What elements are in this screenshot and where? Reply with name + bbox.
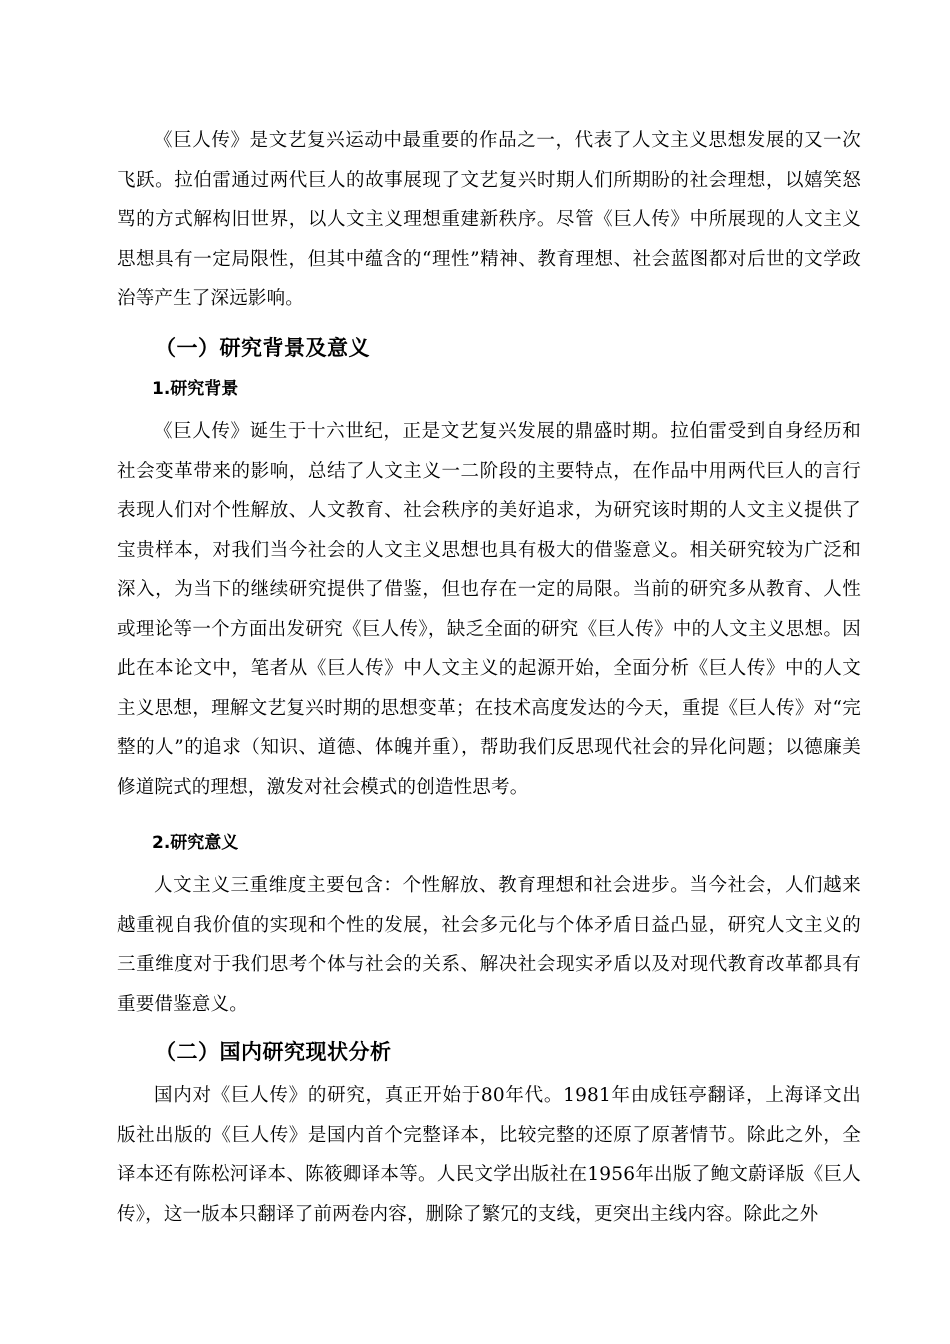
section-heading-domestic-research: （二）国内研究现状分析: [155, 1040, 392, 1064]
section-heading-research-background: （一）研究背景及意义: [155, 336, 370, 360]
background-paragraph: 《巨人传》诞生于十六世纪，正是文艺复兴发展的鼎盛时期。拉伯雷受到自身经历和社会变革带来的影响，总结了人文主义一二阶段的主要特点，在作品中用两代巨人的言行表现人们对个性解放、人文教育、社会秩序的美好追求，为研究该时期的人文主义提供了宝贵样本，对我们当今社会的人文主义思想也具有极大的借鉴意义。相关研究较为广泛和深入，为当下的继续研究提供了借鉴，但也存在一定的局限。当前的研究多从教育、人性或理论等一个方面出发研究《巨人传》，缺乏全面的研究《巨人传》中的人文主义思想。因此在本论文中，笔者从《巨人传》中人文主义的起源开始，全面分析《巨人传》中的人文主义思想，理解文艺复兴时期的思想变革；在技术高度发达的今天，重提《巨人传》对“完整的人”的追求（知识、道德、体魄并重），帮助我们反思现代社会的异化问题；以德廉美修道院式的理想，激发对社会模式的创造性思考。: [117, 421, 861, 798]
subsection-heading-significance: 2.研究意义: [152, 833, 239, 853]
subsection-heading-background: 1.研究背景: [152, 379, 239, 399]
domestic-research-paragraph: 国内对《巨人传》的研究，真正开始于80年代。1981年由成钰亭翻译，上海译文出版社出版的《巨人传》是国内首个完整译本，比较完整的还原了原著情节。除此之外，全译本还有陈松河译本、陈筱卿译本等。人民文学出版社在1956年出版了鲍文蔚译版《巨人传》，这一版本只翻译了前两卷内容，删除了繁冗的支线，更突出主线内容。除此之外: [117, 1085, 861, 1225]
intro-paragraph: 《巨人传》是文艺复兴运动中最重要的作品之一，代表了人文主义思想发展的又一次飞跃。拉伯雷通过两代巨人的故事展现了文艺复兴时期人们所期盼的社会理想，以嬉笑怒骂的方式解构旧世界，以人文主义理想重建新秩序。尽管《巨人传》中所展现的人文主义思想具有一定局限性，但其中蕴含的“理性”精神、教育理想、社会蓝图都对后世的文学政治等产生了深远影响。: [117, 130, 861, 309]
significance-paragraph: 人文主义三重维度主要包含：个性解放、教育理想和社会进步。当今社会，人们越来越重视自我价值的实现和个性的发展，社会多元化与个体矛盾日益凸显，研究人文主义的三重维度对于我们思考个体与社会的关系、解决社会现实矛盾以及对现代教育改革都具有重要借鉴意义。: [117, 875, 861, 1015]
